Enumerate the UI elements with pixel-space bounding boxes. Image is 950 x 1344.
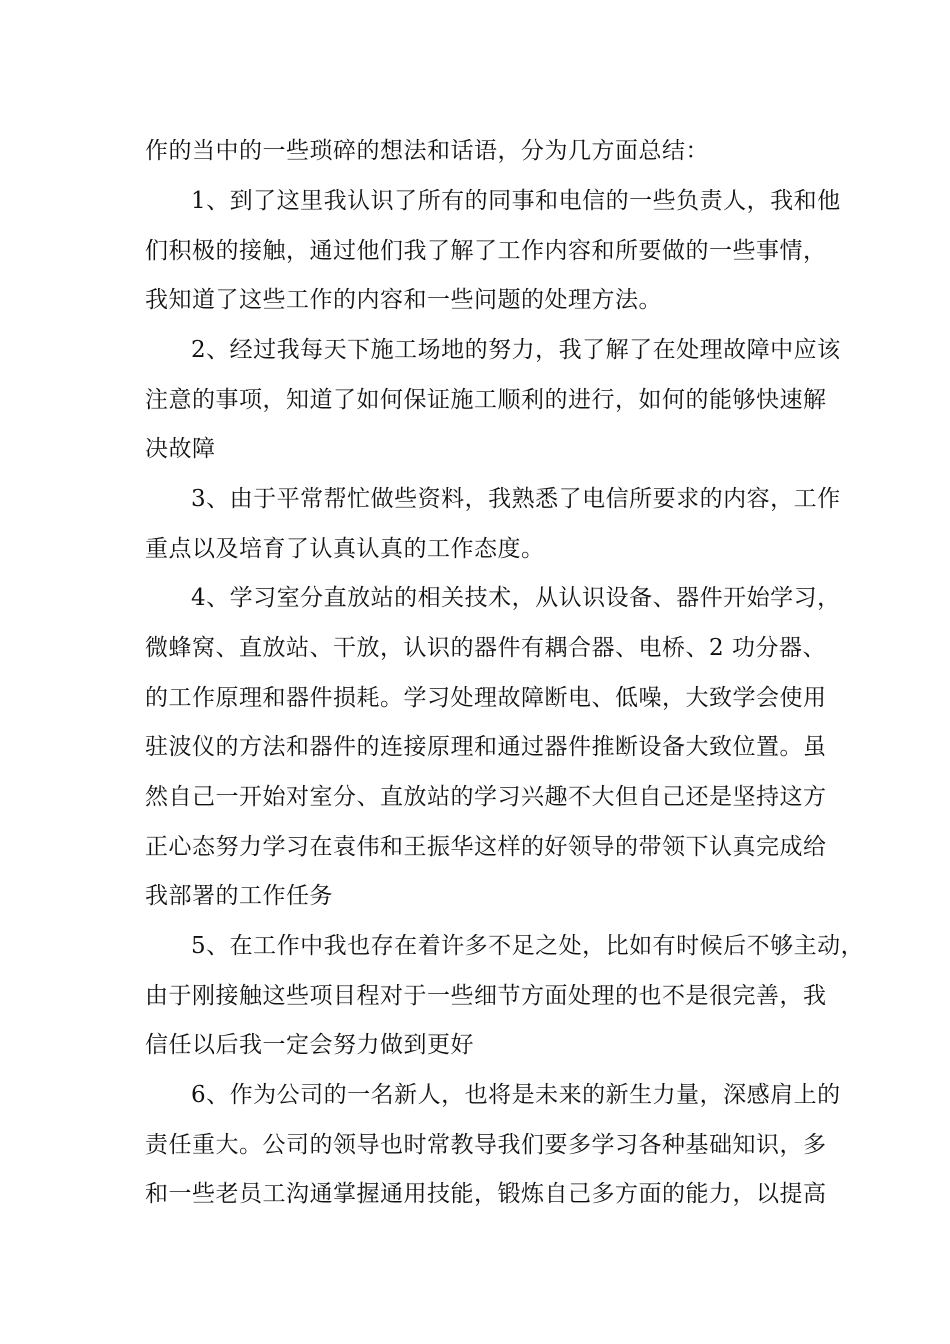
text-line: 们积极的接触，通过他们我了解了工作内容和所要做的一些事情， <box>145 238 827 264</box>
text-line: 的工作原理和器件损耗。学习处理故障断电、低噪，大致学会使用 <box>145 685 827 711</box>
text-line: 我部署的工作任务 <box>145 883 333 909</box>
text-line: 4、学习室分直放站的相关技术，从认识设备、器件开始学习， <box>191 585 841 611</box>
text-line: 我知道了这些工作的内容和一些问题的处理方法。 <box>145 287 662 313</box>
text-line: 正心态努力学习在袁伟和王振华这样的好领导的带领下认真完成给 <box>145 834 827 860</box>
text-line: 1、到了这里我认识了所有的同事和电信的一些负责人，我和他 <box>191 188 841 214</box>
text-line: 和一些老员工沟通掌握通用技能，锻炼自己多方面的能力，以提高 <box>145 1181 827 1207</box>
text-line: 由于刚接触这些项目程对于一些细节方面处理的也不是很完善，我 <box>145 983 827 1009</box>
text-line: 重点以及培育了认真认真的工作态度。 <box>145 536 545 562</box>
text-line: 微蜂窝、直放站、干放，认识的器件有耦合器、电桥、2 功分器、 <box>145 635 826 661</box>
text-line: 作的当中的一些琐碎的想法和话语，分为几方面总结： <box>145 138 709 164</box>
text-line: 3、由于平常帮忙做些资料，我熟悉了电信所要求的内容，工作 <box>191 486 841 512</box>
text-line: 2、经过我每天下施工场地的努力，我了解了在处理故障中应该 <box>191 337 841 363</box>
text-line: 然自己一开始对室分、直放站的学习兴趣不大但自己还是坚持这方 <box>145 784 827 810</box>
text-line: 6、作为公司的一名新人，也将是未来的新生力量，深感肩上的 <box>191 1082 841 1108</box>
text-line: 信任以后我一定会努力做到更好 <box>145 1032 474 1058</box>
text-line: 5、在工作中我也存在着许多不足之处，比如有时候后不够主动， <box>191 933 865 959</box>
text-line: 注意的事项，知道了如何保证施工顺利的进行，如何的能够快速解 <box>145 387 827 413</box>
text-line: 决故障 <box>145 436 216 462</box>
text-line: 责任重大。公司的领导也时常教导我们要多学习各种基础知识，多 <box>145 1132 827 1158</box>
text-line: 驻波仪的方法和器件的连接原理和通过器件推断设备大致位置。虽 <box>145 734 827 760</box>
